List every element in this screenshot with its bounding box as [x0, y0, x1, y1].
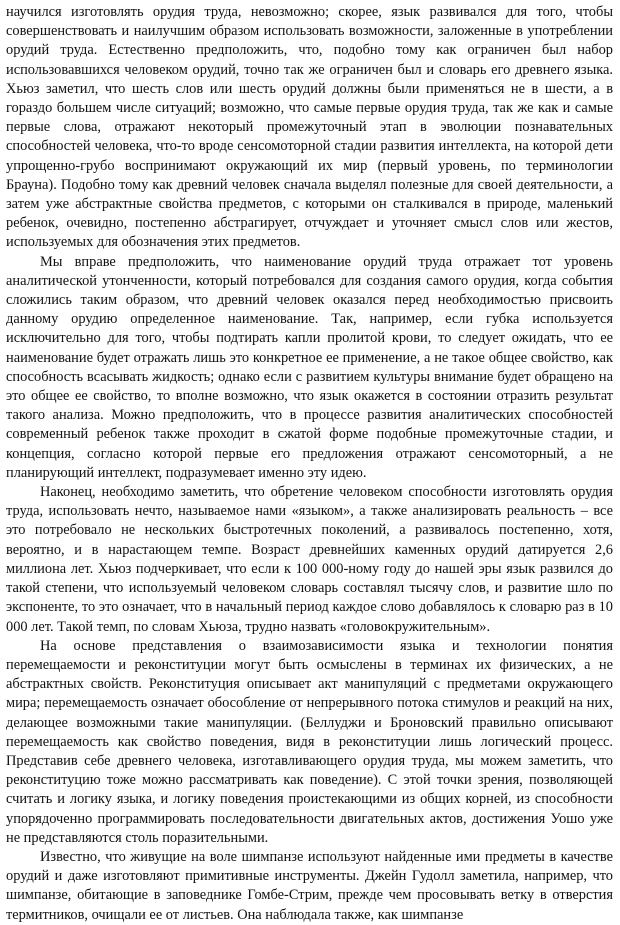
paragraph-3: Наконец, необходимо заметить, что обретение человеком способности изготовлять орудия труда, использовать нечто, называемое нами «языком», а также анализировать реальность – все это потребовало не нескольких быстротечных поколений, а развивалось постепенно, хотя, вероятно, и в нарастающем темпе. Возраст древнейших каменных орудий датируется 2,6 миллиона лет. Хьюз подчеркивает, что если к 100 000-ному году до нашей эры язык развился до такой степени, что используемый человеком словарь составлял тысячу слов, и развитие шло по экспоненте, то это означает, что в начальный период каждое слово добавлялось к словарю раз в 10 000 лет. Такой темп, по словам Хьюза, трудно назвать «головокружительным». — [6, 484, 613, 635]
paragraph-5: Известно, что живущие на воле шимпанзе используют найденные ими предметы в качестве орудий и даже изготовляют примитивные инструменты. Джейн Гудолл заметила, например, что шимпанзе, обитающие в заповеднике Гомбе-Стрим, прежде чем просовывать ветку в отверстия термитников, очищали ее от листьев. Она наблюдала также, как шимпанзе — [6, 848, 613, 923]
paragraph-1: научился изготовлять орудия труда, невозможно; скорее, язык развивался для того, чтобы совершенствовать и наилучшим образом использовать возможности, заложенные в употреблении орудий труда. Естественно предположить, что, подобно тому как ограничен был набор использовавшихся человеком орудий, точно так же ограничен был и словарь его древнего языка. Хьюз заметил, что шесть слов или шесть орудий должны были применяться не в шести, а в гораздо большем числе ситуаций; возможно, что самые первые орудия труда, так же как и самые первые слова, отражают некоторый промежуточный этап в эволюции познавательных способностей человека, что-то вроде сенсомоторной стадии развития интеллекта, на которой дети упрощенно-грубо воспринимают окружающий их мир (первый уровень, по терминологии Брауна). Подобно тому как древний человек сначала выделял полезные для своей деятельности, а затем уже абстрактные свойства предметов, с которыми он сталкивался в природе, маленький ребенок, очевидно, постепенно абстрагирует, отчуждает и уточняет смысл слов или жестов, используемых для обозначения этих предметов. — [6, 4, 613, 251]
paragraph-4: На основе представления о взаимозависимости языка и технологии понятия перемещаемости и реконституции могут быть осмыслены в терминах их физических, а не абстрактных свойств. Реконституция описывает акт манипуляций с предметами окружающего мира; перемещаемость означает обособление от непрерывного потока стимулов и реакций на них, делающее возможными такие манипуляции. (Беллуджи и Броновский правильно описывают перемещаемость как свойство поведения, видя в реконституции лишь логический процесс. Представив себе древнего человека, изготавливающего орудия труда, мы можем заметить, что реконституцию тоже можно рассматривать как поведение). С этой точки зрения, позволяющей считать и логику языка, и логику поведения проистекающими из общих корней, из способности упорядоченно программировать последовательности двигательных актов, достижения Уошо уже не представляются столь поразительными. — [6, 637, 613, 846]
paragraph-2: Мы вправе предположить, что наименование орудий труда отражает тот уровень аналитической утонченности, который потребовался для создания самого орудия, когда события сложились таким образом, что древний человек оказался перед необходимостью присвоить данному орудию определенное наименование. Так, например, если губка используется исключительно для того, чтобы подтирать капли пролитой крови, то следует ожидать, что ее наименование будет отражать лишь это конкретное ее применение, а не такое общее свойство, как способность всасывать жидкость; однако если с развитием культуры внимание будет обращено на это общее ее свойство, то вполне возможно, что язык окажется в состоянии отразить результат такого анализа. Можно предположить, что в процессе развития аналитических способностей современный ребенок также проходит в сжатой форме подобные промежуточные стадии, и концепция, согласно которой первые его предложения отражают сенсомоторный, а не планирующий интеллект, подразумевает именно эту идею. — [6, 253, 613, 481]
